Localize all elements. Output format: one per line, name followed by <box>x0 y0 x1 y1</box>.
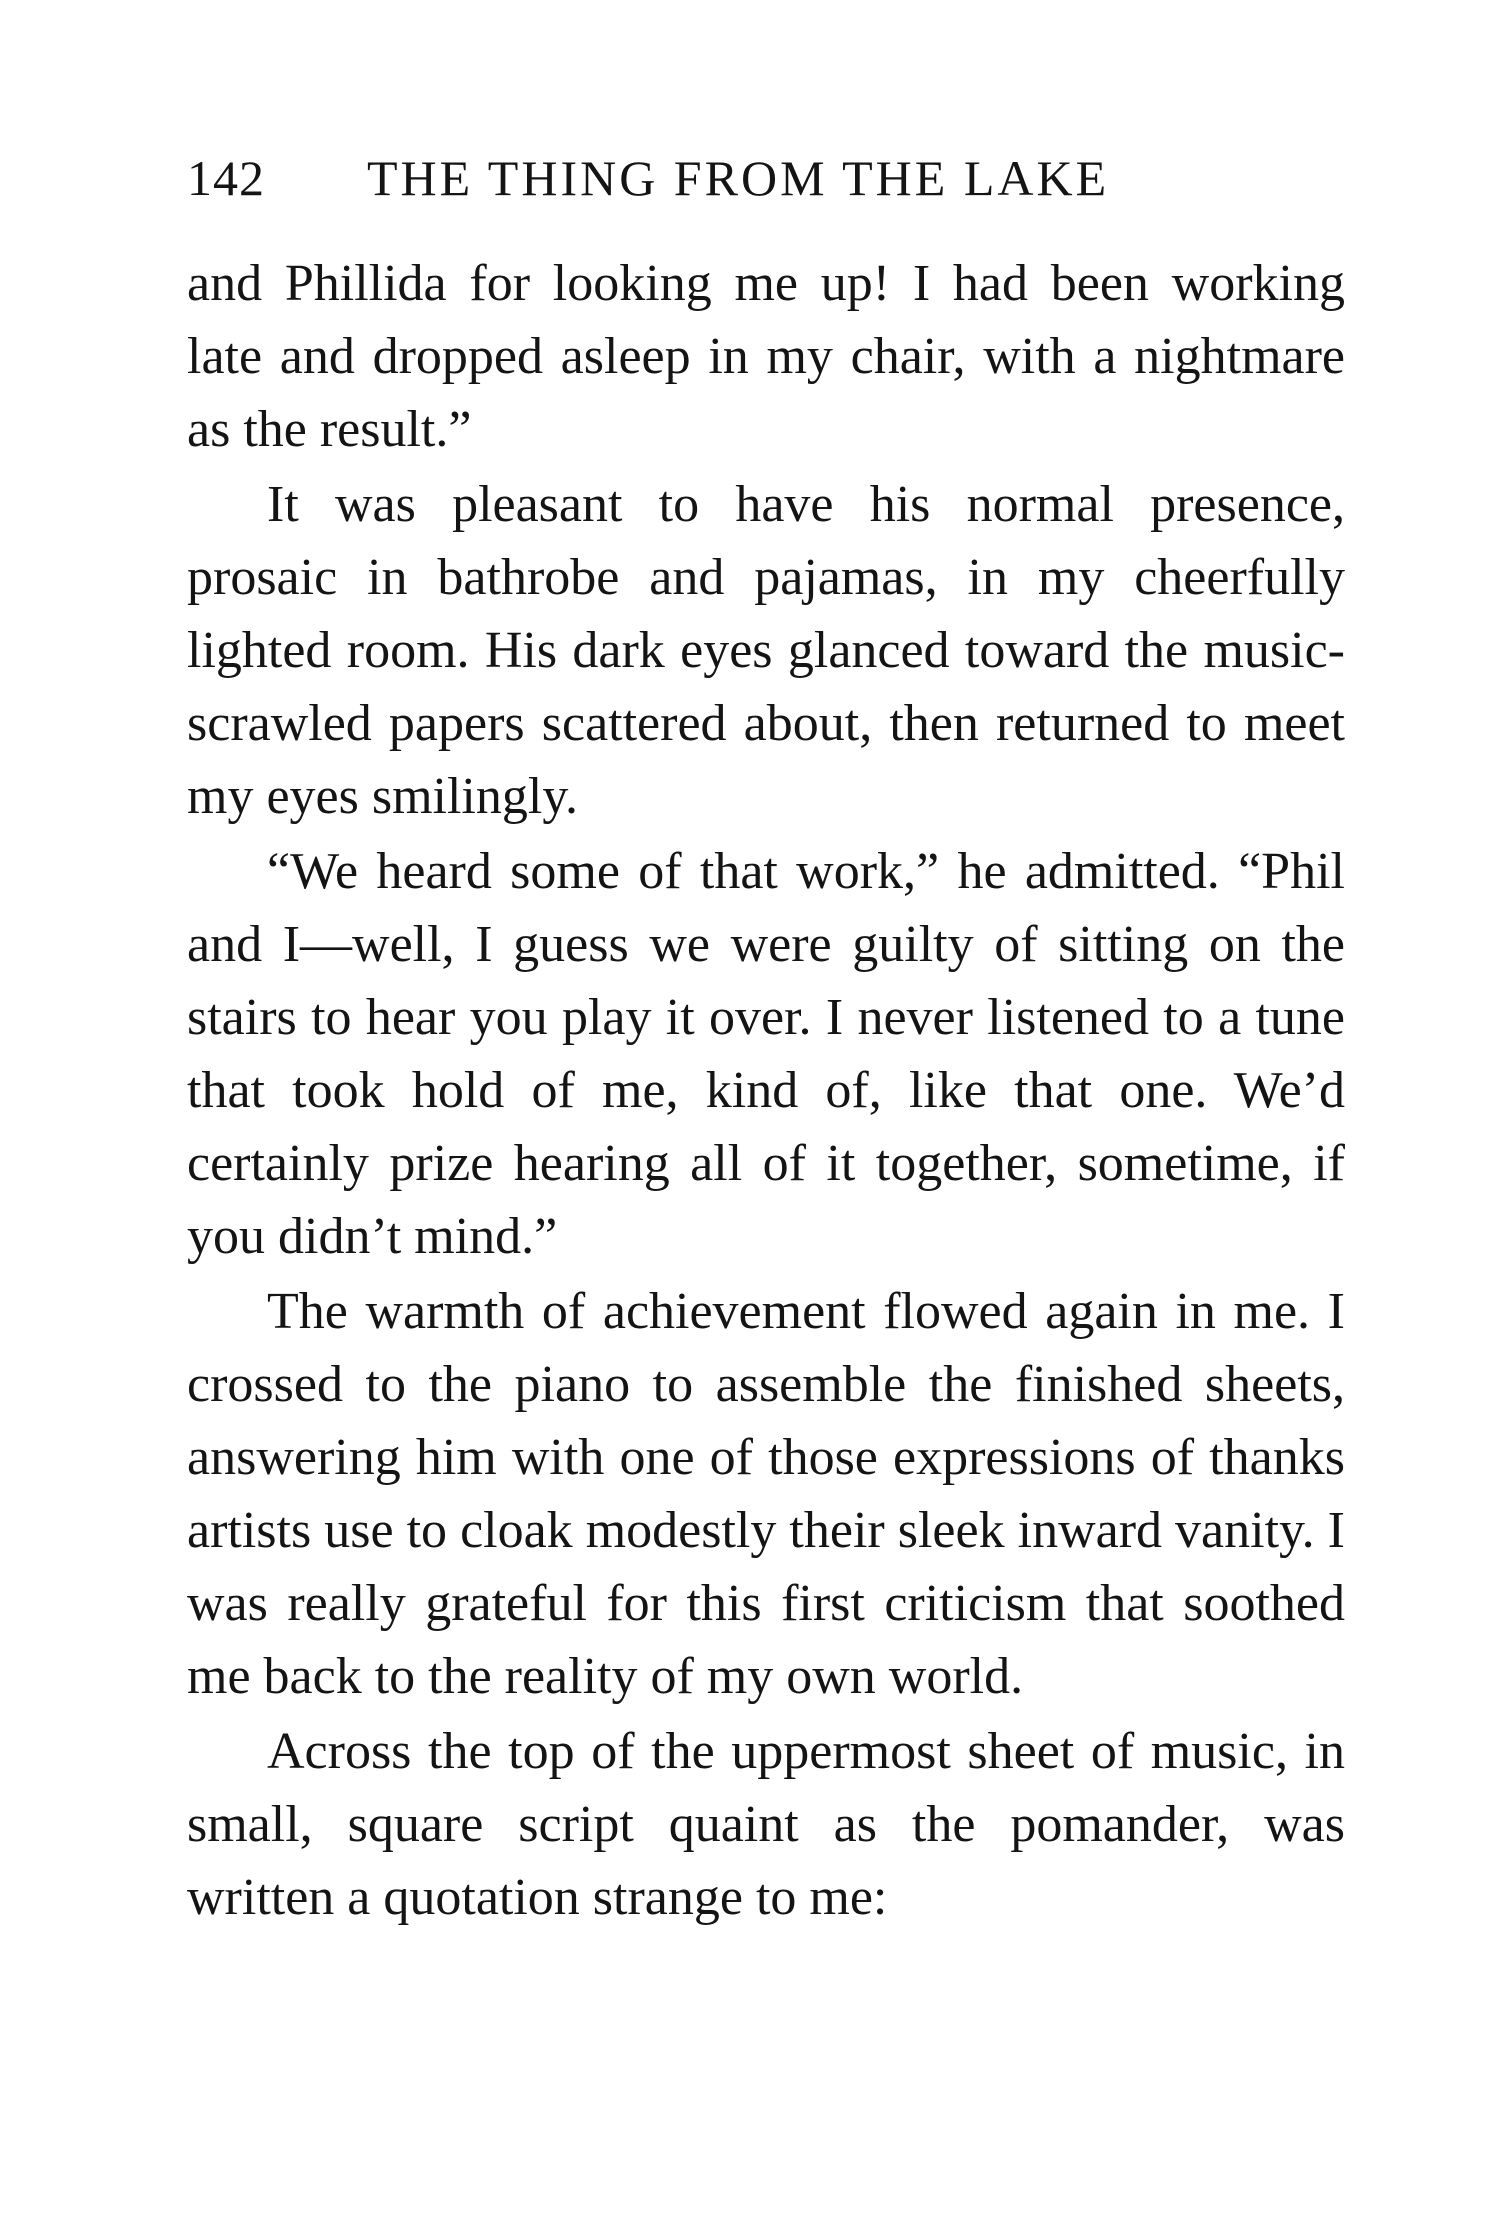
paragraph: Across the top of the uppermost sheet of music, in small, square script quaint as the pomander, was written a quotation strange to me: <box>187 1723 1345 1926</box>
page-number: 142 <box>187 150 265 206</box>
page-header <box>187 148 1347 208</box>
paragraph: The warmth of achievement flowed again in me. I crossed to the piano to assemble the finished sheets, answering him with one of those expressions of thanks artists use to cloak modestly their sleek inward vanity. I was really grateful for this first criticism that soothed me back to the reality of my own world. <box>187 1283 1345 1705</box>
paragraph: It was pleasant to have his normal presence, prosaic in bathrobe and pajamas, in my cheerfully lighted room. His dark eyes glanced toward the music-scrawled papers scattered about, then returned to meet my eyes smilingly. <box>187 476 1345 825</box>
running-title: THE THING FROM THE LAKE <box>367 150 1110 206</box>
body-text <box>187 247 1345 1934</box>
paragraph-continued: and Phillida for looking me up! I had been working late and dropped asleep in my chair, with a nightmare as the result.” <box>187 255 1345 458</box>
paragraph: “We heard some of that work,” he admitted. “Phil and I—well, I guess we were guilty of sitting on the stairs to hear you play it over. I never listened to a tune that took hold of me, kind of, like that one. We’d certainly prize hearing all of it together, sometime, if you didn’t mind.” <box>187 843 1345 1265</box>
